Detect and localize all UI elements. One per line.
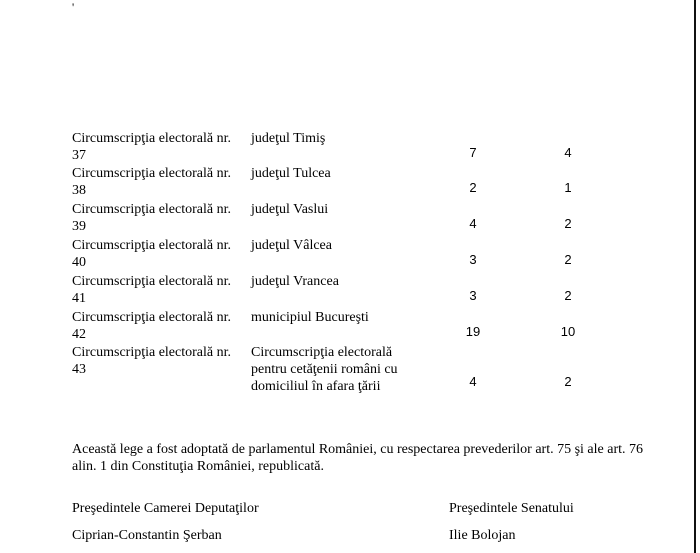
senate-president-title: Preşedintele Senatului [449, 501, 574, 516]
deputies-count: 4 [469, 374, 477, 389]
place-cell [251, 344, 421, 395]
circumscription-cell [72, 165, 247, 199]
circumscription-number: 41 [72, 291, 86, 306]
circumscription-number: 42 [72, 327, 86, 342]
deputies-count: 3 [469, 288, 477, 303]
deputies-count: 19 [465, 324, 481, 339]
table-row [0, 344, 700, 398]
circumscription-number: 37 [72, 148, 86, 163]
place-cell: judeţul Vrancea [251, 274, 339, 289]
circumscription-number: 38 [72, 183, 86, 198]
circumscription-cell [72, 201, 247, 235]
table-row [0, 273, 700, 309]
deputies-count: 7 [469, 145, 477, 160]
table-row [0, 201, 700, 237]
place-cell: judeţul Tulcea [251, 166, 331, 181]
table-row [0, 130, 700, 166]
deputies-count: 4 [469, 216, 477, 231]
place-cell: municipiul Bucureşti [251, 310, 369, 325]
adoption-statement-line: Această lege a fost adoptată de parlamentul României, cu respectarea prevederilor art. 75 şi ale art. 76 [72, 442, 644, 457]
senators-count: 2 [564, 288, 572, 303]
senators-count: 2 [564, 374, 572, 389]
senators-count: 1 [564, 180, 572, 195]
stray-mark: ' [72, 0, 75, 14]
place-line: domiciliul în afara ţării [251, 379, 381, 394]
circumscription-cell [72, 130, 247, 164]
place-cell: judeţul Timiş [251, 131, 326, 146]
circumscription-cell [72, 237, 247, 271]
circumscription-label: Circumscripţia electorală nr. [72, 310, 231, 325]
circumscription-cell [72, 344, 247, 378]
circumscription-number: 39 [72, 219, 86, 234]
circumscription-number: 40 [72, 255, 86, 270]
senate-president-name: Ilie Bolojan [449, 528, 516, 543]
chamber-president-name: Ciprian-Constantin Şerban [72, 528, 222, 543]
table-row [0, 309, 700, 345]
adoption-statement [72, 441, 644, 475]
circumscription-label: Circumscripţia electorală nr. [72, 345, 231, 360]
circumscription-label: Circumscripţia electorală nr. [72, 202, 231, 217]
chamber-president-title: Preşedintele Camerei Deputaţilor [72, 501, 259, 516]
place-line: pentru cetăţenii români cu [251, 362, 398, 377]
circumscription-label: Circumscripţia electorală nr. [72, 131, 231, 146]
table-row [0, 165, 700, 201]
place-cell: judeţul Vaslui [251, 202, 329, 217]
senators-count: 4 [564, 145, 572, 160]
place-cell: judeţul Vâlcea [251, 238, 332, 253]
table-row [0, 237, 700, 273]
circumscription-cell [72, 309, 247, 343]
senators-count: 10 [560, 324, 576, 339]
place-line: Circumscripţia electorală [251, 345, 393, 360]
senators-count: 2 [564, 252, 572, 267]
circumscription-cell [72, 273, 247, 307]
circumscription-label: Circumscripţia electorală nr. [72, 274, 231, 289]
circumscription-number: 43 [72, 362, 86, 377]
circumscription-label: Circumscripţia electorală nr. [72, 166, 231, 181]
deputies-count: 2 [469, 180, 477, 195]
senators-count: 2 [564, 216, 572, 231]
deputies-count: 3 [469, 252, 477, 267]
adoption-statement-line: alin. 1 din Constituţia României, republicată. [72, 459, 324, 474]
circumscription-label: Circumscripţia electorală nr. [72, 238, 231, 253]
